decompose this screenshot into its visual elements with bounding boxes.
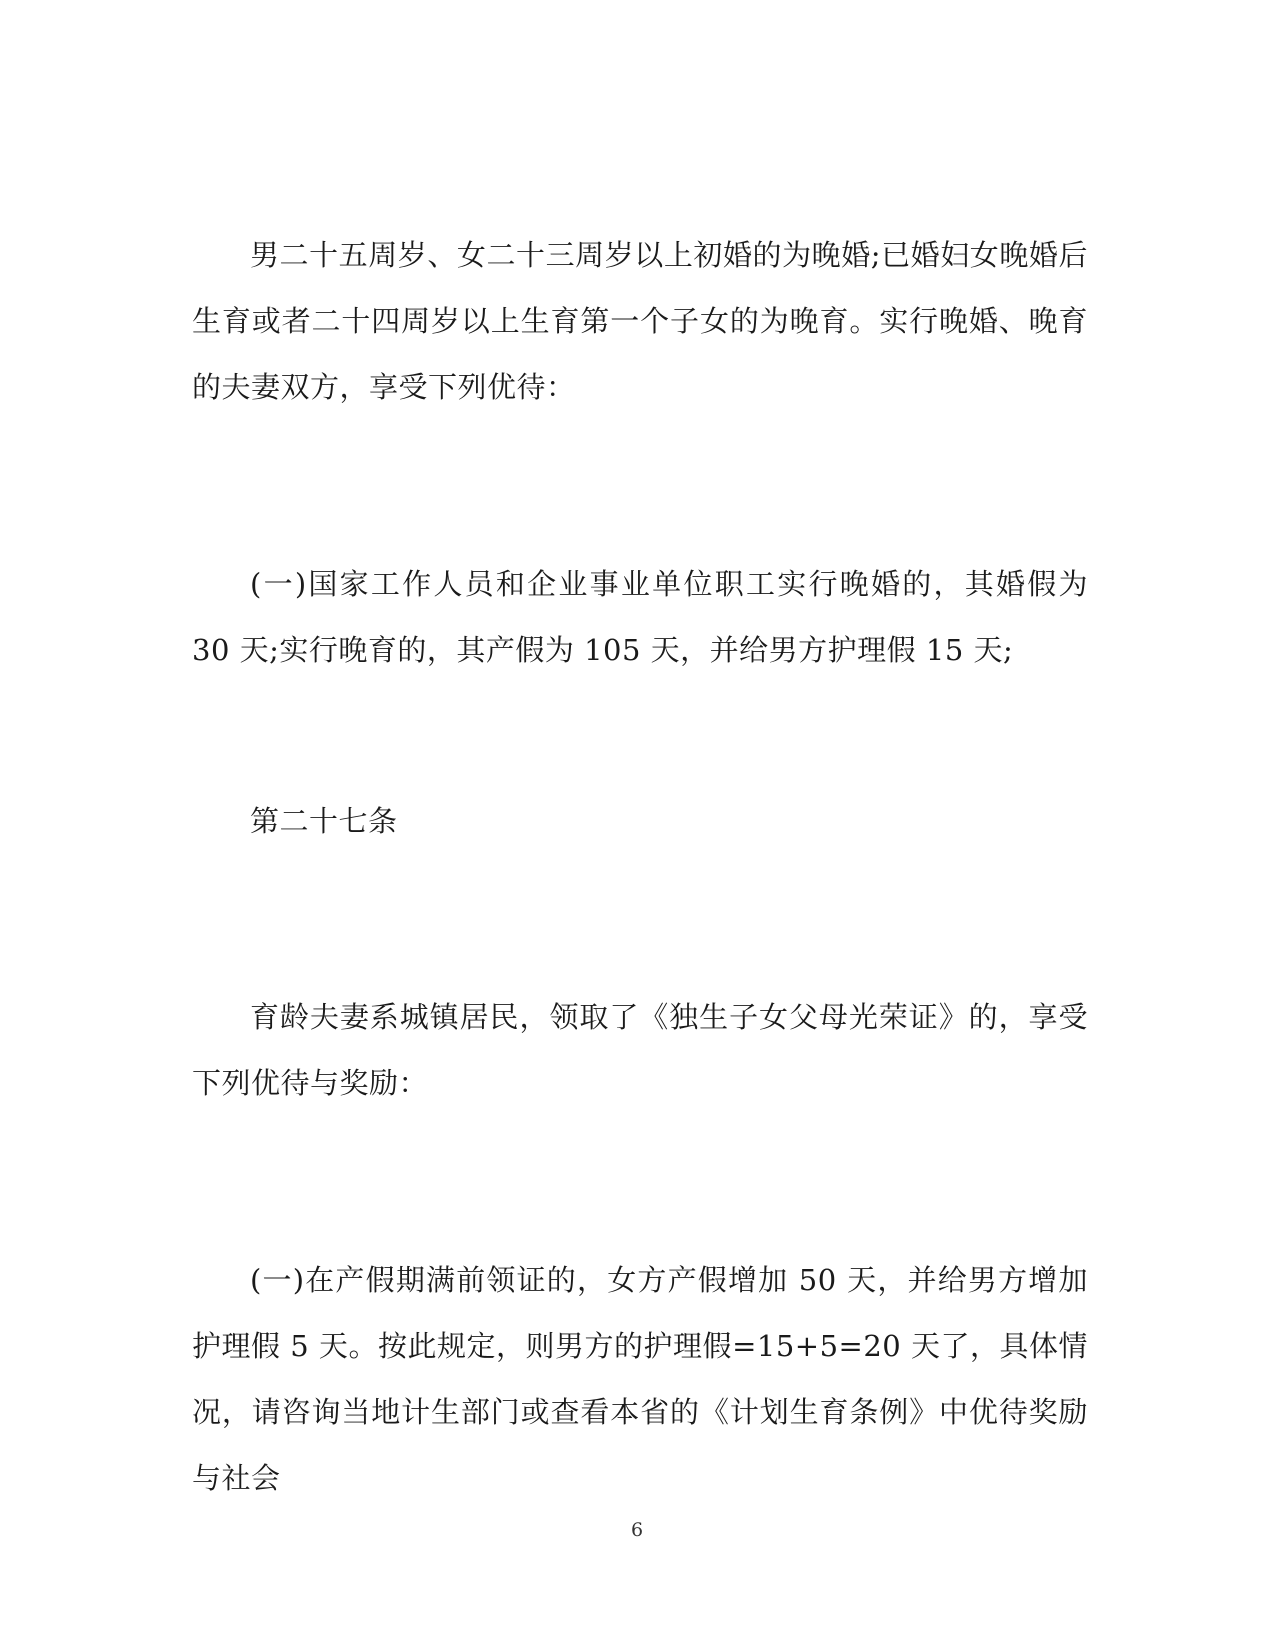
article-heading: 第二十七条 bbox=[250, 804, 398, 838]
paragraph-leave-benefits: (一)国家工作人员和企业事业单位职工实行晚婚的，其婚假为 30 天;实行晚育的，其产假为 105 天，并给男方护理假 15 天; bbox=[192, 567, 1088, 667]
paragraph-only-child-certificate: 育龄夫妻系城镇居民，领取了《独生子女父母光荣证》的，享受下列优待与奖励： bbox=[192, 1000, 1088, 1100]
page-number: 6 bbox=[630, 1519, 644, 1541]
paragraph-extended-leave: (一)在产假期满前领证的，女方产假增加 50 天，并给男方增加护理假 5 天。按此规定，则男方的护理假=15+5=20 天了，具体情况，请咨询当地计生部门或查看本省的《计划生育条例》中优待奖励与社会 bbox=[192, 1263, 1088, 1495]
paragraph-late-marriage-definition: 男二十五周岁、女二十三周岁以上初婚的为晚婚;已婚妇女晚婚后生育或者二十四周岁以上生育第一个子女的为晚育。实行晚婚、晚育的夫妻双方，享受下列优待： bbox=[192, 238, 1088, 404]
